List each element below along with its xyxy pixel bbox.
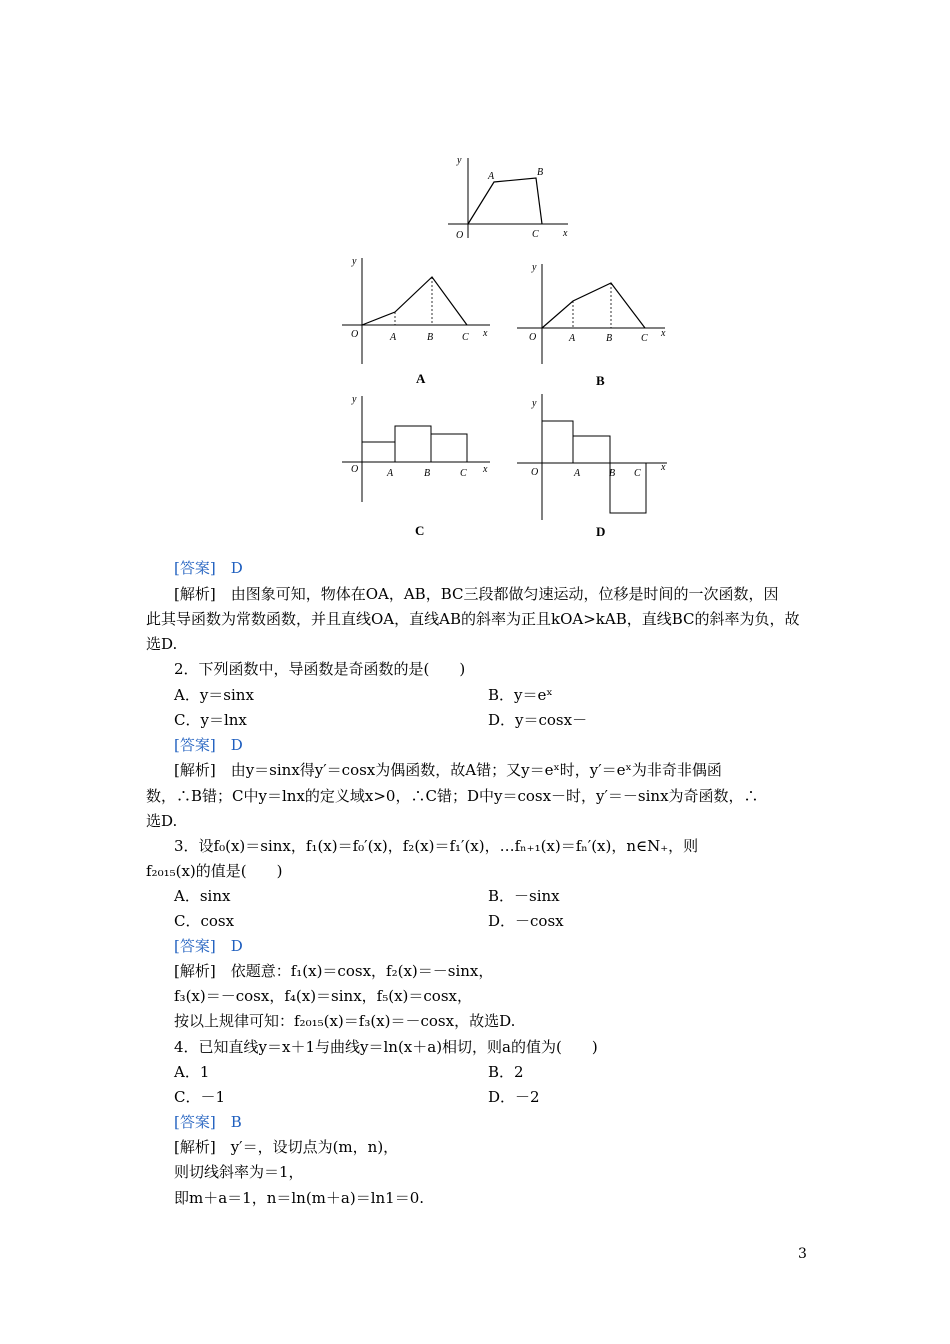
option-b-graph xyxy=(515,258,675,393)
analysis-line: 此其导函数为常数函数，并且直线OA，直线AB的斜率为正且kOA>kAB，直线BC的斜率为负，故 xyxy=(146,610,800,628)
tick-a: A xyxy=(387,468,394,479)
answer-label: [答案] D xyxy=(174,736,243,754)
analysis-line: 选D. xyxy=(146,635,178,653)
tick-a: A xyxy=(574,468,581,479)
option-c: C．cosx xyxy=(174,912,235,930)
option-caption: C xyxy=(415,523,425,538)
option-c: C．－1 xyxy=(174,1088,226,1106)
tick-b: B xyxy=(424,468,431,479)
tick-b: B xyxy=(609,468,616,479)
question-4: 4．已知直线y＝x＋1与曲线y＝ln(x＋a)相切，则a的值为( ) xyxy=(174,1038,598,1056)
axis-y-label: y xyxy=(532,398,537,409)
analysis-line: f₃(x)＝－cosx，f₄(x)＝sinx，f₅(x)＝cosx， xyxy=(174,987,472,1005)
answer-label: [答案] D xyxy=(174,559,243,577)
question-3-cont: f₂₀₁₅(x)的值是( ) xyxy=(146,862,283,880)
axis-x-label: x xyxy=(563,228,568,239)
origin-label: O xyxy=(456,230,464,241)
origin-label: O xyxy=(531,467,539,478)
option-a: A．1 xyxy=(174,1063,210,1081)
page-number: 3 xyxy=(798,1246,807,1262)
axis-y-label: y xyxy=(457,155,462,166)
axis-x-label: x xyxy=(483,328,488,339)
option-b: B．2 xyxy=(488,1063,524,1081)
answer-label: [答案] B xyxy=(174,1113,242,1131)
option-caption: B xyxy=(596,373,605,388)
option-caption: D xyxy=(596,524,606,539)
axis-y-label: y xyxy=(532,262,537,273)
tick-a: A xyxy=(569,333,576,344)
axis-x-label: x xyxy=(661,328,666,339)
origin-label: O xyxy=(351,464,359,475)
option-a: A．sinx xyxy=(174,887,231,905)
tick-c: C xyxy=(641,333,648,344)
tick-b: B xyxy=(606,333,613,344)
option-b: B．－sinx xyxy=(488,887,560,905)
option-b: B．y＝eˣ xyxy=(488,686,553,704)
analysis-line: 则切线斜率为＝1， xyxy=(174,1163,304,1181)
analysis-line: 按以上规律可知：f₂₀₁₅(x)＝f₃(x)＝－cosx，故选D. xyxy=(174,1012,516,1030)
analysis-line: [解析] 依题意：f₁(x)＝cosx，f₂(x)＝－sinx， xyxy=(174,962,494,980)
analysis-line: 选D. xyxy=(146,812,178,830)
option-d: D．－2 xyxy=(488,1088,540,1106)
tick-c: C xyxy=(460,468,467,479)
option-d: D．－cosx xyxy=(488,912,564,930)
origin-label: O xyxy=(529,332,537,343)
analysis-line: 数，∴B错；C中y＝lnx的定义域x>0，∴C错；D中y＝cosx－时，y′＝－sinx为奇函数，∴ xyxy=(146,787,759,805)
point-b-label: B xyxy=(537,167,544,178)
axis-y-label: y xyxy=(352,256,357,267)
question-2: 2．下列函数中，导函数是奇函数的是( ) xyxy=(174,660,466,678)
tick-a: A xyxy=(390,332,397,343)
point-a-label: A xyxy=(488,171,495,182)
point-c-label: C xyxy=(532,229,539,240)
axis-y-label: y xyxy=(352,394,357,405)
analysis-line: [解析] y′＝，设切点为(m，n)， xyxy=(174,1138,399,1156)
option-d-graph xyxy=(515,390,675,540)
origin-label: O xyxy=(351,329,359,340)
question-3: 3．设f₀(x)＝sinx，f₁(x)＝f₀′(x)，f₂(x)＝f₁′(x)，…fₙ₊₁(x)＝fₙ′(x)，n∈N₊，则 xyxy=(174,837,699,855)
tick-c: C xyxy=(462,332,469,343)
option-c: C．y＝lnx xyxy=(174,711,247,729)
analysis-line: 即m＋a＝1，n＝ln(m＋a)＝ln1＝0. xyxy=(174,1189,425,1207)
answer-label: [答案] D xyxy=(174,937,243,955)
top-graph xyxy=(440,150,575,240)
tick-c: C xyxy=(634,468,641,479)
option-a: A．y＝sinx xyxy=(174,686,254,704)
analysis-line: [解析] 由y＝sinx得y′＝cosx为偶函数，故A错；又y＝eˣ时，y′＝eˣ为非奇非偶函 xyxy=(174,761,722,779)
tick-b: B xyxy=(427,332,434,343)
option-d: D．y＝cosx－ xyxy=(488,711,588,729)
axis-x-label: x xyxy=(483,464,488,475)
option-c-graph xyxy=(340,390,500,540)
analysis-line: [解析] 由图象可知，物体在OA，AB，BC三段都做匀速运动，位移是时间的一次函数，因 xyxy=(174,585,779,603)
option-a-graph xyxy=(340,252,500,387)
axis-x-label: x xyxy=(661,462,666,473)
option-caption: A xyxy=(416,371,426,386)
